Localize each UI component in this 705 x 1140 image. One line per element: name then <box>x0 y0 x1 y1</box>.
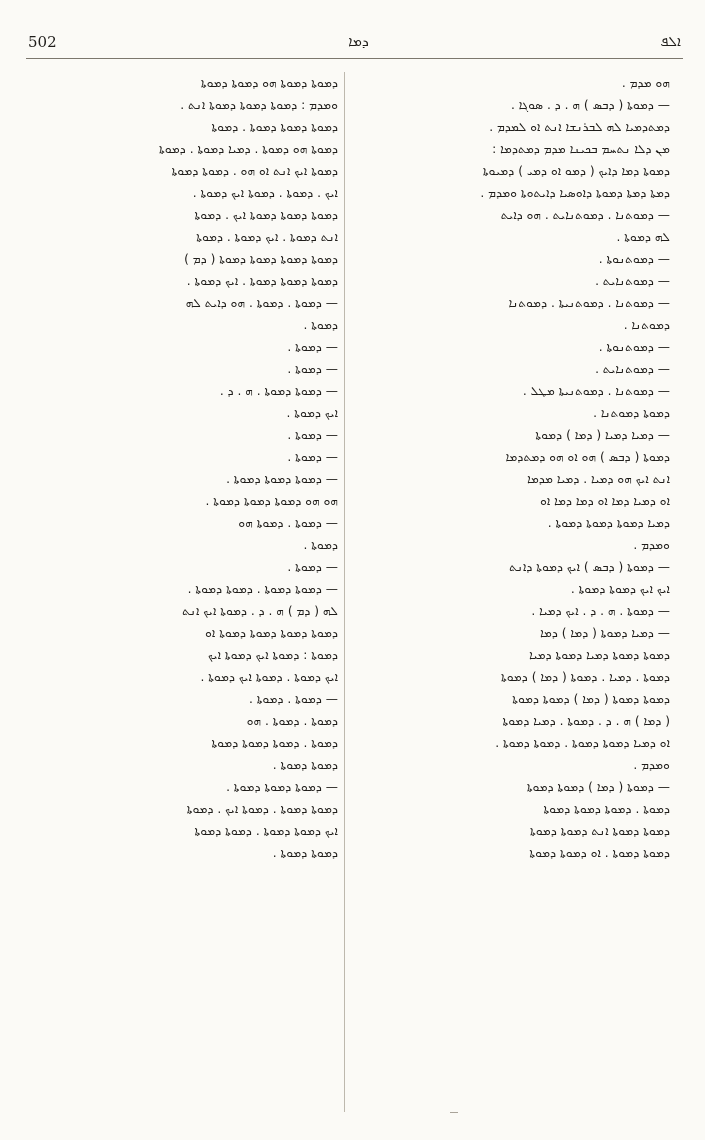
text-line: ܗܘ ܗܘ ܕܡܘܬܐ ܕܡܘܬܐ ܕܡܘܬܐ . <box>205 494 338 508</box>
text-line: ܕܡܘܬܐ . <box>303 318 338 332</box>
text-line: — ܕܡܘܬܢܘܬܐ . <box>598 252 670 266</box>
text-line: ܕܡܘܬܐ ܕܡܘܬܐ ܕܡܘܬܐ ܐܝܟ . ܕܡܘܬܐ <box>194 208 338 222</box>
text-line: — ܕܡܘܬܐ . ܗ . ܕ . ܐܝܟ ܕܡܝܐ . <box>531 604 670 618</box>
text-line: ܕܡܬܐ ܕܡܬܐ ܕܡܘܬܐ ܕܐܘܣܝܐ ܕܐܝܬܘܬܐ ܘܡܕܡ . <box>480 186 670 200</box>
text-line: — ܕܡܘܬܢܘܬܐ . <box>598 340 670 354</box>
text-line: — ܕܡܘܬܐ ( ܕܒܣ ) ܗ . ܕ . ܣܘܓܐ . <box>510 98 670 112</box>
text-line: — ܕܡܘܬܐ ܕܡܘܬܐ . ܗ . ܕ . <box>219 384 338 398</box>
text-line: ܕܡܘܬܐ ܕܡܘܬܐ ܕܡܘܬܐ ܕܡܘܬܐ ܐܘ <box>205 626 338 640</box>
text-line: ܕܡܘܬܐ . ܕܡܘܬܐ ܕܡܘܬܐ ܕܡܘܬܐ <box>211 736 338 750</box>
text-line: ܕܡܘܬܐ ܕܡܘܬܐ ܕܡܝܐ ܕܡܘܬܐ ܕܡܝܐ <box>529 648 670 662</box>
section-heading: ܐܠܦ <box>660 34 681 50</box>
text-line: ܕܡܘܬܐ ܕܡܘܬܐ . <box>272 846 338 860</box>
text-line: ܕܡܘܬܐ ܕܡܘܬܐ . ܕܡܘܬܐ ܐܝܟ . ܕܡܘܬܐ <box>186 802 338 816</box>
text-line: ܘܡܕܡ . <box>633 758 670 772</box>
text-line: — ܕܡܘܬܐ . <box>287 450 338 464</box>
text-line: ܐܝܟ ܕܡܘܬܐ ܕܡܘܬܐ . ܕܡܘܬܐ ܕܡܘܬܐ <box>194 824 338 838</box>
text-line: — ܕܡܘܬܢܐܝܬ . <box>595 362 670 376</box>
footer-mark <box>450 1112 458 1113</box>
text-line: ܕܡܘܬܐ ܕܡܘܬܐ ܗܘ ܕܡܘܬܐ ܕܡܘܬܐ <box>200 76 338 90</box>
page-number: 502 <box>28 33 57 51</box>
page-header <box>28 28 681 56</box>
text-line: — ܕܡܘܬܢܐ . ܕܡܘܬܢܐܝܬ . ܗܘ ܕܐܝܬ <box>500 208 670 222</box>
text-line: ܕܡܘܬܐ ܕܡܘܬܐ . <box>272 758 338 772</box>
text-line: ܐܝܟ . ܕܡܘܬܐ . ܕܡܘܬܐ ܐܝܟ ܕܡܘܬܐ . <box>192 186 338 200</box>
text-line: — ܕܡܘܬܐ ܕܡܘܬܐ . ܕܡܘܬܐ ܕܡܘܬܐ . <box>187 582 338 596</box>
running-head: ܕܡܐ <box>348 34 369 50</box>
text-line: ܕܡܘܬܐ ( ܕܒܣ ) ܗܘ ܐܘ ܗܘ ܕܡܬܕܡܐ <box>505 450 670 464</box>
column-divider <box>344 72 345 1112</box>
text-line: — ܕܡܝܐ ܕܡܝܐ ( ܕܡܐ ) ܕܡܘܬܐ <box>535 428 670 442</box>
text-line: — ܕܡܘܬܢܐܝܬ . <box>595 274 670 288</box>
text-line: ܕܡܘܬܐ ܕܡܘܬܐ . ܐܘ ܕܡܘܬܐ ܕܡܘܬܐ <box>529 846 670 860</box>
text-line: — ܕܡܘܬܐ ( ܕܒܣ ) ܐܝܟ ܕܡܘܬܐ ܕܐܢܬ <box>509 560 670 574</box>
text-line: ܠܗ ( ܕܡ ) ܗ . ܕ . ܕܡܘܬܐ ܐܝܟ ܐܢܬ <box>182 604 338 618</box>
text-line: ܕܡܘܬܐ : ܕܡܘܬܐ ܐܝܟ ܕܡܘܬܐ ܐܝܟ <box>207 648 338 662</box>
text-line: ܕܡܘܬܐ ܕܡܘܬܐ ܐܢܬ ܕܡܘܬܐ ܕܡܘܬܐ <box>530 824 670 838</box>
text-line: — ܕܡܘܬܐ ܕܡܘܬܐ ܕܡܘܬܐ . <box>226 780 338 794</box>
text-line: ܕܡܘܬܢܐ . <box>623 318 670 332</box>
text-line: ܐܝܟ ܕܡܘܬܐ . ܕܡܘܬܐ ܐܝܟ ܕܡܘܬܐ . <box>200 670 338 684</box>
text-line: ܕܡܘܬܐ ܕܡܘܬܐ ( ܕܡܐ ) ܕܡܘܬܐ ܕܡܘܬܐ <box>512 692 670 706</box>
text-line: ܐܢܬ ܐܝܟ ܗܘ ܕܡܝܐ . ܕܡܝܐ ܡܕܡܐ <box>527 472 670 486</box>
text-line: — ܕܡܘܬܐ . ܕܡܘܬܐ ܗܘ <box>238 516 338 530</box>
text-line: ܕܡܘܬܐ ܕܡܘܬܢܐ . <box>593 406 670 420</box>
text-line: ܐܝܟ ܕܡܘܬܐ . <box>286 406 338 420</box>
text-line: ܕܡܘܬܐ ܐܝܟ ܐܢܬ ܐܘ ܗܘ . ܕܡܘܬܐ ܕܡܘܬܐ <box>171 164 338 178</box>
text-line: ܕܡܘܬܐ . ܕܡܘܬܐ . ܗܘ <box>246 714 338 728</box>
text-line: ܗܘ ܡܕܡ . <box>621 76 670 90</box>
text-line: — ܕܡܘܬܢܐ . ܕܡܘܬܢܝܬܐ ܡܛܠ . <box>522 384 670 398</box>
right-column <box>354 72 670 864</box>
text-line: ܕܡܘܬܐ . ܕܡܘܬܐ ܕܡܘܬܐ ܕܡܘܬܐ <box>543 802 670 816</box>
text-line: ܕܡܬܕܡܝܐ ܠܗ ܠܒܪܢܫܐ ܐܢܬ ܐܘ ܠܡܕܡ . <box>489 120 670 134</box>
text-line: ܕܡܘܬܐ ܕܡܐ ܕܐܝܟ ( ܕܡܘ ܐܘ ܕܡܝ ) ܕܡܝܘܬܐ <box>482 164 670 178</box>
text-line: ܐܢܬ ܕܡܘܬܐ . ܐܝܟ ܕܡܘܬܐ . ܕܡܘܬܐ <box>196 230 338 244</box>
text-line: ܘܡܕܡ . <box>633 538 670 552</box>
text-line: ܕܡܝܐ ܕܡܘܬܐ ܕܡܘܬܐ ܕܡܘܬܐ . <box>547 516 670 530</box>
text-line: ܘܡܕܡ : ܕܡܘܬܐ ܕܡܘܬܐ ܕܡܘܬܐ ܐܢܬ . <box>180 98 338 112</box>
header-rule <box>26 58 683 59</box>
text-line: ܐܘ ܕܡܝܐ ܕܡܐ ܐܘ ܕܡܐ ܕܡܐ ܐܘ <box>540 494 670 508</box>
text-line: ܕܡܘܬܐ . <box>303 538 338 552</box>
text-line: ܕܡܘܬܐ ܕܡܘܬܐ ܕܡܘܬܐ . ܐܝܟ ܕܡܘܬܐ . <box>186 274 338 288</box>
text-line: ܕܡܘܬܐ ܗܘ ܕܡܘܬܐ . ܕܡܝܐ ܕܡܘܬܐ . ܕܡܘܬܐ <box>159 142 338 156</box>
text-line: ܠܗ ܕܡܘܬܐ . <box>616 230 670 244</box>
text-line: ܐܝܟ ܐܝܟ ܕܡܘܬܐ ܕܡܘܬܐ . <box>570 582 670 596</box>
text-line: ܡܢ ܕܠܐ ܢܬܚܡ ܒܟܝܢܐ ܡܕܡ ܕܡܬܕܡܐ : <box>492 142 670 156</box>
left-column <box>22 72 338 864</box>
text-line: — ܕܡܘܬܐ ܕܡܘܬܐ ܕܡܘܬܐ . <box>226 472 338 486</box>
text-line: — ܕܡܝܐ ܕܡܘܬܐ ( ܕܡܐ ) ܕܡܐ <box>540 626 670 640</box>
text-line: ܕܡܘܬܐ ܕܡܘܬܐ ܕܡܘܬܐ . ܕܡܘܬܐ <box>211 120 338 134</box>
text-line: — ܕܡܘܬܐ ( ܕܡܐ ) ܕܡܘܬܐ ܕܡܘܬܐ <box>526 780 670 794</box>
text-line: — ܕܡܘܬܐ . ܕܡܘܬܐ . ܗܘ ܕܐܝܬ ܠܗ <box>185 296 338 310</box>
text-line: ܕܡܘܬܐ . ܕܡܝܐ . ܕܡܘܬܐ ( ܕܡܐ ) ܕܡܘܬܐ <box>501 670 670 684</box>
text-line: — ܕܡܘܬܐ . ܕܡܘܬܐ . <box>248 692 338 706</box>
text-line: — ܕܡܘܬܐ . <box>287 428 338 442</box>
text-line: ܐܘ ܕܡܝܐ ܕܡܘܬܐ ܕܡܘܬܐ . ܕܡܘܬܐ ܕܡܘܬܐ . <box>495 736 670 750</box>
text-line: — ܕܡܘܬܐ . <box>287 340 338 354</box>
text-line: — ܕܡܘܬܐ . <box>287 560 338 574</box>
text-line: ( ܕܡܐ ) ܗ . ܕ . ܕܡܘܬܐ . ܕܡܝܐ ܕܡܘܬܐ <box>502 714 670 728</box>
text-line: — ܕܡܘܬܢܐ . ܕܡܘܬܢܝܬܐ . ܕܡܘܬܢܐ <box>508 296 670 310</box>
text-line: ܕܡܘܬܐ ܕܡܘܬܐ ܕܡܘܬܐ ܕܡܘܬܐ ( ܕܡ ) <box>184 252 338 266</box>
text-line: — ܕܡܘܬܐ . <box>287 362 338 376</box>
